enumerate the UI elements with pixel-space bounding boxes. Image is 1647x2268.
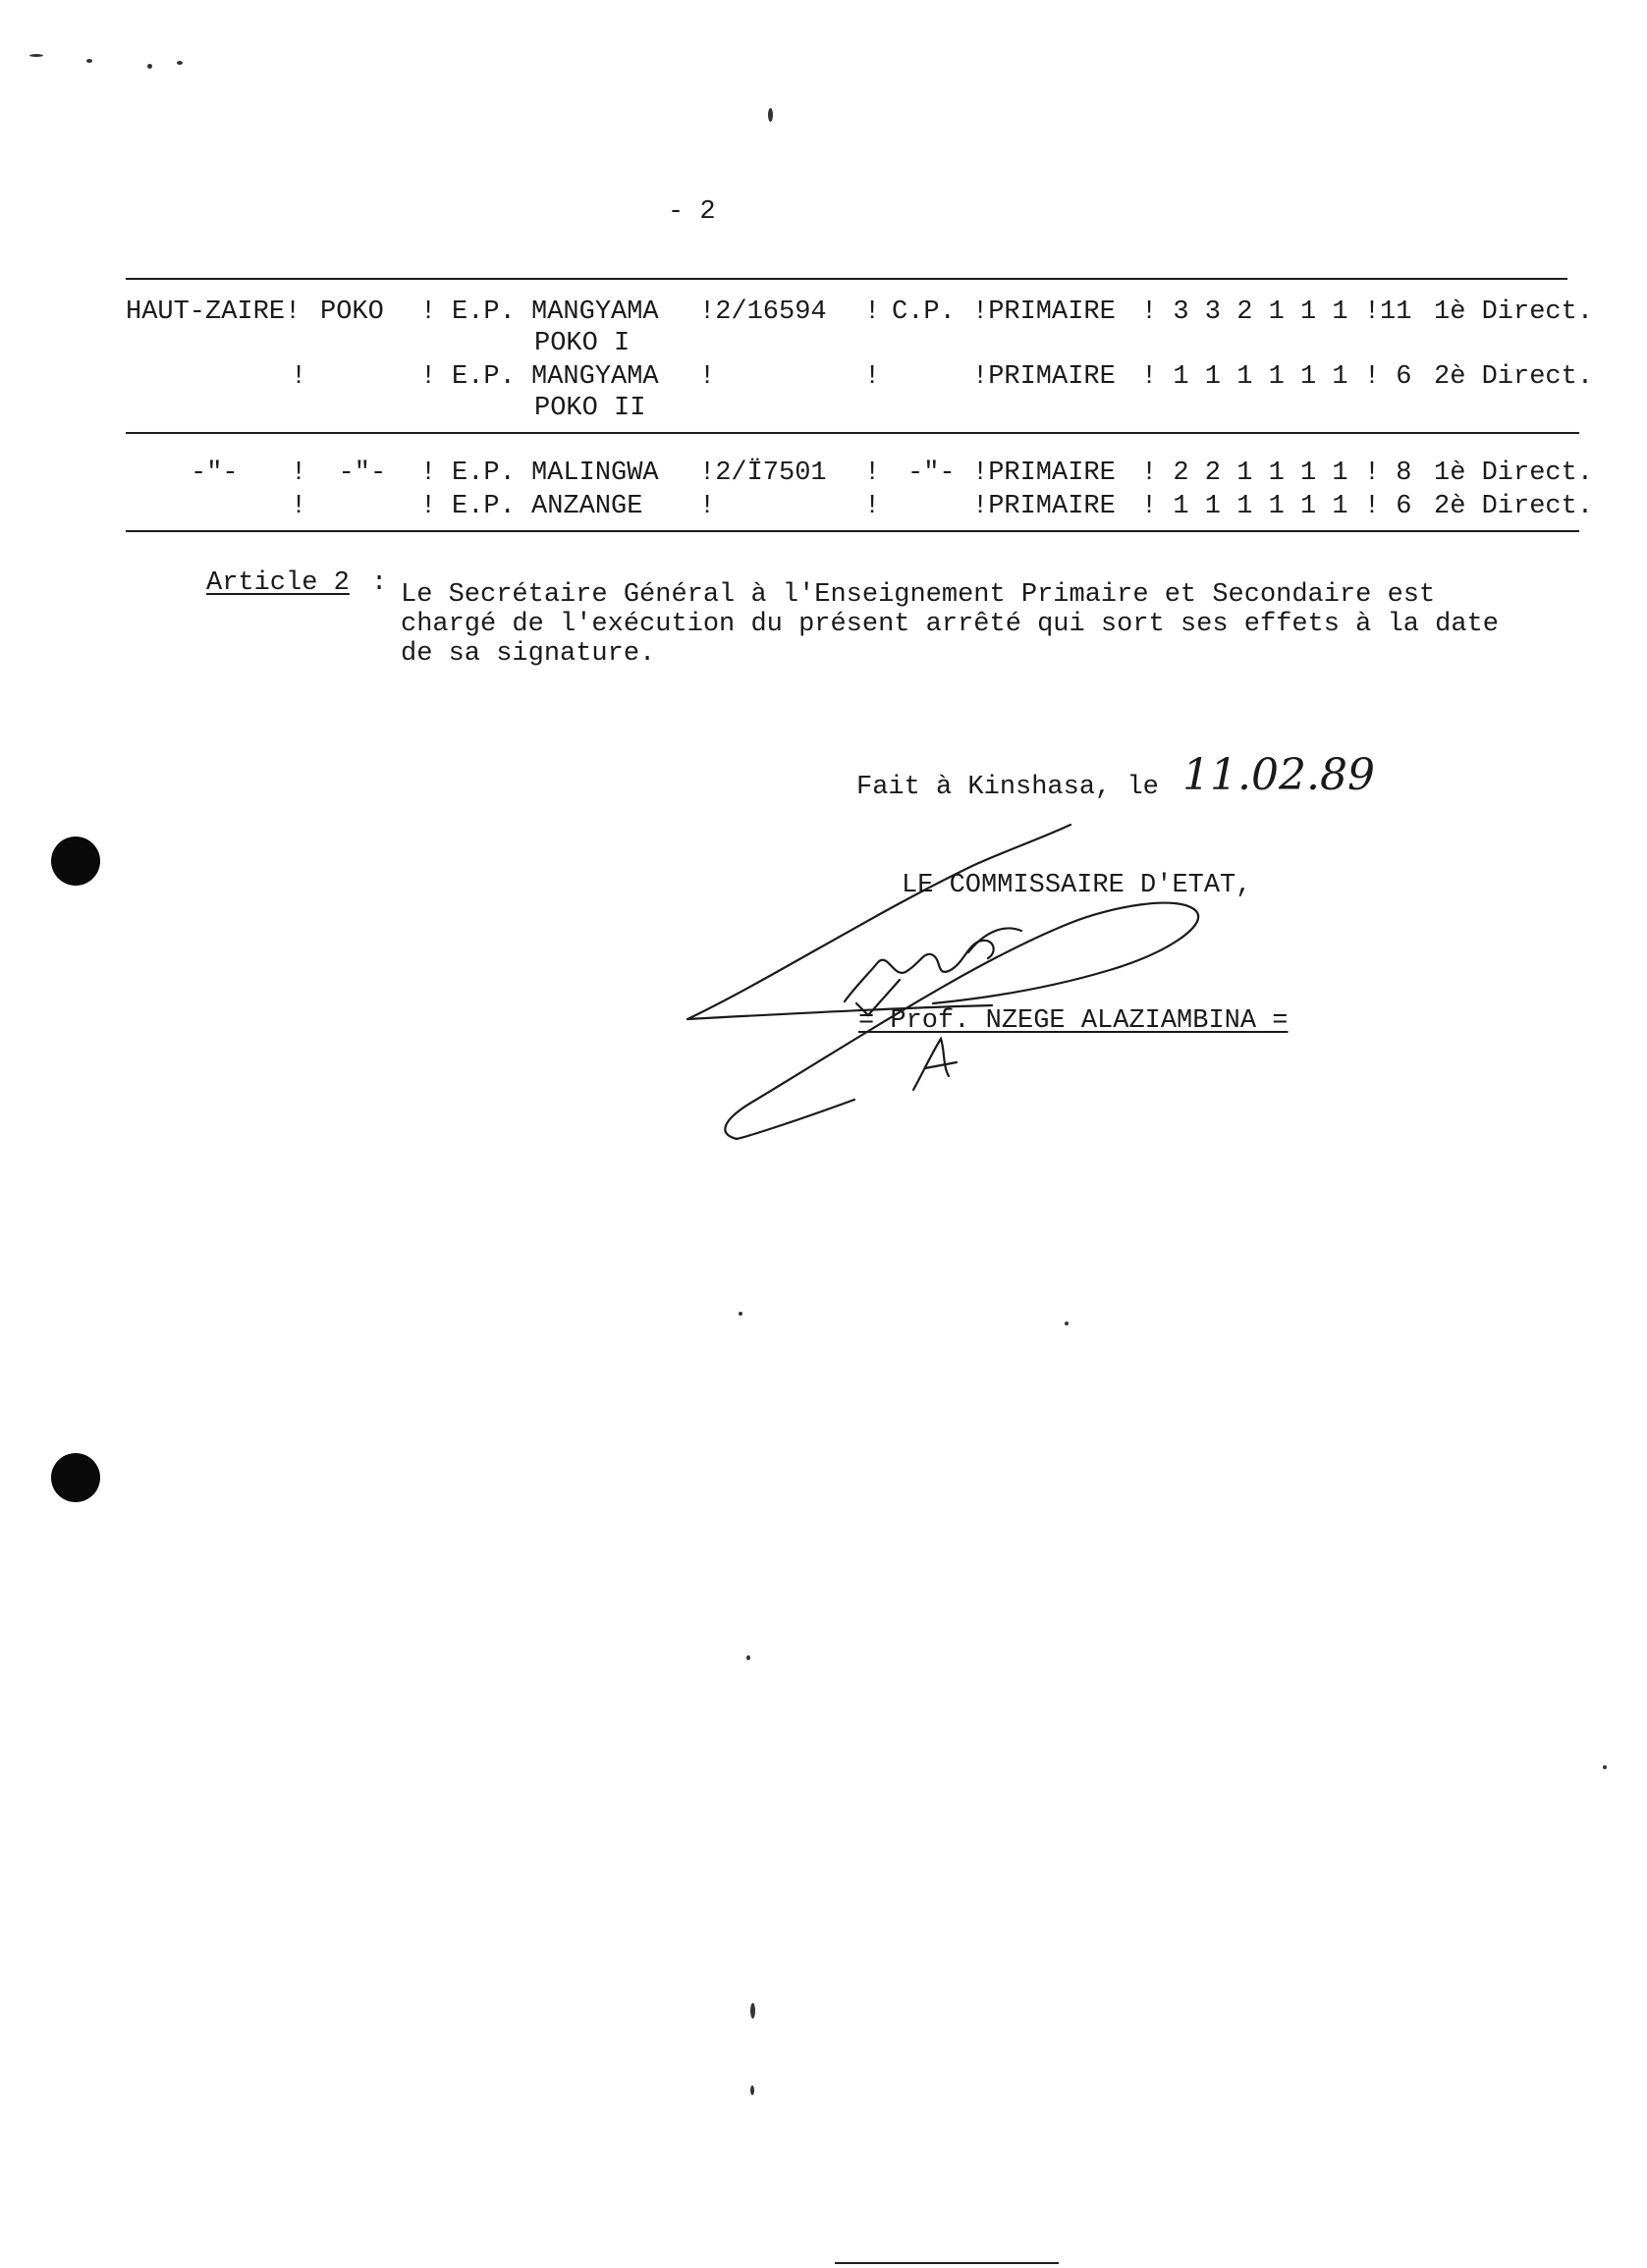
cell-territoire: ! bbox=[291, 492, 307, 521]
cell-direction: 1è Direct. bbox=[1434, 297, 1594, 327]
cell-school: E.P. MANGYAMA bbox=[452, 297, 659, 327]
handwritten-signature bbox=[678, 805, 1228, 1159]
cell-territoire: POKO bbox=[320, 297, 384, 327]
article-separator: : bbox=[371, 568, 388, 598]
cell-separator: ! bbox=[864, 492, 881, 521]
scan-speck bbox=[86, 59, 92, 63]
cell-classes: ! 2 2 1 1 1 1 ! 8 bbox=[1141, 459, 1412, 488]
cell-separator: ! bbox=[420, 297, 437, 327]
hole-punch bbox=[51, 1453, 100, 1502]
cell-number: !2/Ï7501 bbox=[699, 459, 827, 488]
article-line: Le Secrétaire Général à l'Enseignement Primaire et Secondaire est bbox=[401, 580, 1436, 610]
cell-level: !PRIMAIRE bbox=[972, 459, 1116, 488]
scan-speck bbox=[746, 1655, 750, 1660]
cell-level: !PRIMAIRE bbox=[972, 297, 1116, 327]
cell-number: ! bbox=[699, 362, 716, 392]
cell-classes: ! 1 1 1 1 1 1 ! 6 bbox=[1141, 492, 1412, 521]
cell-school-line2: POKO I bbox=[534, 329, 631, 358]
cell-level: !PRIMAIRE bbox=[972, 492, 1116, 521]
cell-province: -"- bbox=[191, 459, 239, 488]
signatory-title: LE COMMISSAIRE D'ETAT, bbox=[902, 871, 1252, 900]
table-bottom-rule bbox=[126, 530, 1579, 532]
scan-speck bbox=[1603, 1765, 1607, 1769]
scan-speck bbox=[147, 64, 152, 69]
cell-separator: ! bbox=[864, 459, 881, 488]
cell-direction: 2è Direct. bbox=[1434, 362, 1594, 392]
cell-territoire: ! bbox=[291, 362, 307, 392]
cell-province: HAUT-ZAIRE! bbox=[126, 297, 302, 327]
cell-school: E.P. MANGYAMA bbox=[452, 362, 659, 392]
cell-school: E.P. MALINGWA bbox=[452, 459, 659, 488]
article-label: Article 2 bbox=[206, 568, 350, 598]
scan-speck bbox=[177, 61, 183, 65]
table-top-rule bbox=[126, 278, 1567, 280]
cell-separator: ! bbox=[864, 297, 881, 327]
cell-number: !2/16594 bbox=[699, 297, 827, 327]
cell-separator: ! bbox=[420, 492, 437, 521]
cell-classes: ! 1 1 1 1 1 1 ! 6 bbox=[1141, 362, 1412, 392]
signatory-name: = Prof. NZEGE ALAZIAMBINA = bbox=[858, 1006, 1289, 1036]
page-number: - 2 bbox=[668, 197, 716, 227]
cell-level: !PRIMAIRE bbox=[972, 362, 1116, 392]
cell-number: ! bbox=[699, 492, 716, 521]
scan-speck bbox=[29, 54, 43, 57]
cell-separator: ! bbox=[420, 459, 437, 488]
handwritten-date: 11.02.89 bbox=[1182, 750, 1375, 800]
cell-territoire: ! -"- bbox=[291, 459, 387, 488]
cell-regime: -"- bbox=[907, 459, 956, 488]
cell-classes: ! 3 3 2 1 1 1 !11 bbox=[1141, 297, 1412, 327]
scan-speck bbox=[750, 2085, 754, 2095]
cell-separator: ! bbox=[420, 362, 437, 392]
cell-separator: ! bbox=[864, 362, 881, 392]
place-and-date-label: Fait à Kinshasa, le bbox=[856, 773, 1159, 802]
scan-speck bbox=[750, 2003, 755, 2019]
hole-punch bbox=[51, 837, 100, 886]
cell-school: E.P. ANZANGE bbox=[452, 492, 643, 521]
article-line: chargé de l'exécution du présent arrêté qui sort ses effets à la date bbox=[401, 610, 1499, 639]
scan-speck bbox=[768, 108, 773, 122]
table-mid-rule bbox=[126, 432, 1579, 434]
article-line: de sa signature. bbox=[401, 639, 656, 669]
cell-regime: C.P. bbox=[892, 297, 956, 327]
bottom-edge-rule bbox=[835, 2262, 1059, 2264]
scan-speck bbox=[739, 1312, 742, 1316]
cell-direction: 1è Direct. bbox=[1434, 459, 1594, 488]
cell-school-line2: POKO II bbox=[534, 394, 646, 423]
scan-speck bbox=[1065, 1322, 1069, 1325]
cell-direction: 2è Direct. bbox=[1434, 492, 1594, 521]
